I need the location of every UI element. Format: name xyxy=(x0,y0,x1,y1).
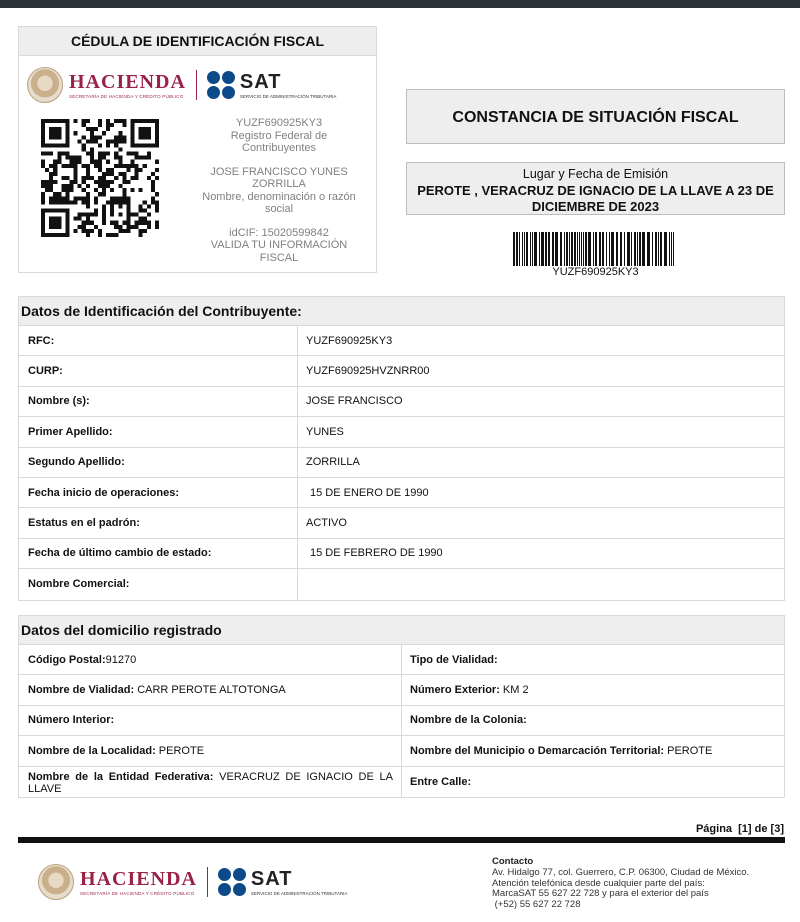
contacto-title: Contacto xyxy=(492,856,534,867)
row-label: CURP: xyxy=(19,356,298,385)
row-label: Fecha inicio de operaciones: xyxy=(19,478,298,507)
table-row xyxy=(19,706,784,736)
row-value: PEROTE xyxy=(155,744,205,757)
contacto-line: Av. Hidalgo 77, col. Guerrero, C.P. 06300, Ciudad de México. xyxy=(492,866,750,878)
row-left-cell xyxy=(19,736,402,765)
row-value: VERACRUZ DE IGNACIO DE LA LLAVE xyxy=(28,770,393,795)
table-row xyxy=(19,675,784,705)
table-row xyxy=(19,417,784,447)
table-row xyxy=(19,569,784,599)
hacienda-seal-icon xyxy=(38,864,74,900)
logo-divider xyxy=(196,70,197,100)
row-value: JOSE FRANCISCO xyxy=(306,395,403,408)
row-right-cell xyxy=(402,706,784,735)
cedula-rfc: YUZF690925KY3 xyxy=(235,117,323,129)
qr-code[interactable] xyxy=(41,119,159,237)
row-label: Segundo Apellido: xyxy=(19,448,298,477)
table-row xyxy=(19,448,784,478)
row-label: Nombre de la Colonia: xyxy=(410,714,527,727)
row-right-cell xyxy=(402,767,784,797)
cedula-valida: VALIDA TU INFORMACIÓN FISCAL xyxy=(210,239,348,264)
contacto-block xyxy=(492,857,782,911)
contacto-line: (+52) 55 627 22 728 xyxy=(492,899,581,911)
row-value: 15 DE FEBRERO DE 1990 xyxy=(310,547,443,560)
cedula-info xyxy=(194,117,364,264)
row-label: Nombre del Municipio o Demarcación Territorial: xyxy=(410,744,665,757)
row-label: Número Interior: xyxy=(28,714,115,727)
row-left-cell xyxy=(19,675,402,704)
domicilio-section xyxy=(18,615,785,798)
cedula-name-label: Nombre, denominación o razón social xyxy=(202,190,356,215)
lugar-fecha-box xyxy=(406,162,785,215)
cedula-name-line2: ZORRILLA xyxy=(252,178,306,190)
row-value: CARR PEROTE ALTOTONGA xyxy=(134,684,286,697)
row-value: YUZF690925KY3 xyxy=(306,334,393,347)
row-left-cell xyxy=(19,645,402,674)
row-right-cell xyxy=(402,736,784,765)
cedula-rfc-label: Registro Federal de Contribuyentes xyxy=(230,129,328,154)
barcode xyxy=(513,232,678,266)
top-bar xyxy=(0,0,800,8)
sat-logo-text: SAT xyxy=(250,867,293,890)
table-row xyxy=(19,539,784,569)
sat-logo-sub: SERVICIO DE ADMINISTRACIÓN TRIBUTARIA xyxy=(250,890,348,896)
table-row xyxy=(19,478,784,508)
contacto-line: MarcaSAT 55 627 22 728 y para el exterior del país xyxy=(492,888,709,900)
row-label: Tipo de Vialidad: xyxy=(410,653,498,666)
constancia-title: CONSTANCIA DE SITUACIÓN FISCAL xyxy=(406,89,785,144)
sat-dots-icon xyxy=(207,71,235,99)
table-row xyxy=(19,326,784,356)
row-label: Estatus en el padrón: xyxy=(19,508,298,537)
footer-bar xyxy=(18,837,785,843)
cedula-idcif: idCIF: 15020599842 xyxy=(229,226,329,239)
cedula-card xyxy=(18,26,377,273)
row-right-cell xyxy=(402,645,784,674)
row-value xyxy=(298,569,784,599)
row-value: 15 DE ENERO DE 1990 xyxy=(310,486,429,499)
row-label: Nombre Comercial: xyxy=(19,569,298,599)
footer-logos xyxy=(38,862,378,902)
row-value: 91270 xyxy=(105,653,137,666)
contacto-line: Atención telefónica desde cualquier parte del país: xyxy=(492,877,705,889)
row-left-cell xyxy=(19,767,402,797)
table-row xyxy=(19,767,784,797)
row-label: Fecha de último cambio de estado: xyxy=(19,539,298,568)
row-label: Nombre de la Localidad: xyxy=(28,744,156,757)
table-row xyxy=(19,356,784,386)
row-value: ACTIVO xyxy=(306,517,347,530)
row-label-value xyxy=(28,769,401,795)
row-label: Nombre (s): xyxy=(19,387,298,416)
row-label: Nombre de Vialidad: xyxy=(28,684,135,697)
table-row xyxy=(19,645,784,675)
row-value: YUZF690925HVZNRR00 xyxy=(306,365,430,378)
hacienda-logo xyxy=(80,869,197,896)
cedula-logos xyxy=(27,63,372,107)
sat-logo xyxy=(240,72,337,99)
hacienda-logo-sub: SECRETARÍA DE HACIENDA Y CRÉDITO PÚBLICO xyxy=(80,890,195,896)
cedula-name-line1: JOSE FRANCISCO YUNES xyxy=(210,165,348,178)
row-label: Entre Calle: xyxy=(410,775,472,788)
logo-divider xyxy=(207,867,208,897)
lugar-label: Lugar y Fecha de Emisión xyxy=(522,167,669,181)
domicilio-title: Datos del domicilio registrado xyxy=(19,616,784,645)
row-label: RFC: xyxy=(19,326,298,355)
sat-logo-text: SAT xyxy=(239,70,282,93)
row-right-cell xyxy=(402,675,784,704)
hacienda-seal-icon xyxy=(27,67,63,103)
table-row xyxy=(19,736,784,766)
page-number: Página [1] de [3] xyxy=(695,823,784,835)
row-label: Nombre de la Entidad Federativa: xyxy=(28,770,214,783)
barcode-text: YUZF690925KY3 xyxy=(552,266,639,278)
identificacion-title: Datos de Identificación del Contribuyente: xyxy=(19,297,784,326)
sat-logo-sub: SERVICIO DE ADMINISTRACIÓN TRIBUTARIA xyxy=(239,93,337,99)
hacienda-logo-text: HACIENDA xyxy=(69,70,186,93)
row-value: YUNES xyxy=(306,425,344,438)
sat-logo xyxy=(251,869,348,896)
lugar-value: PEROTE , VERACRUZ DE IGNACIO DE LA LLAVE A 23 DE DICIEMBRE DE 2023 xyxy=(417,182,774,214)
identificacion-section xyxy=(18,296,785,601)
hacienda-logo-text: HACIENDA xyxy=(80,867,197,890)
table-row xyxy=(19,387,784,417)
hacienda-logo xyxy=(69,72,186,99)
row-value: PEROTE xyxy=(664,744,713,757)
row-value: ZORRILLA xyxy=(306,456,360,469)
table-row xyxy=(19,508,784,538)
row-label: Número Exterior: xyxy=(410,684,500,697)
sat-dots-icon xyxy=(218,868,246,896)
row-label: Primer Apellido: xyxy=(19,417,298,446)
row-label: Código Postal: xyxy=(28,653,106,666)
hacienda-logo-sub: SECRETARÍA DE HACIENDA Y CRÉDITO PÚBLICO xyxy=(69,93,184,99)
cedula-title: CÉDULA DE IDENTIFICACIÓN FISCAL xyxy=(19,27,376,56)
row-left-cell xyxy=(19,706,402,735)
row-value: KM 2 xyxy=(499,684,529,697)
